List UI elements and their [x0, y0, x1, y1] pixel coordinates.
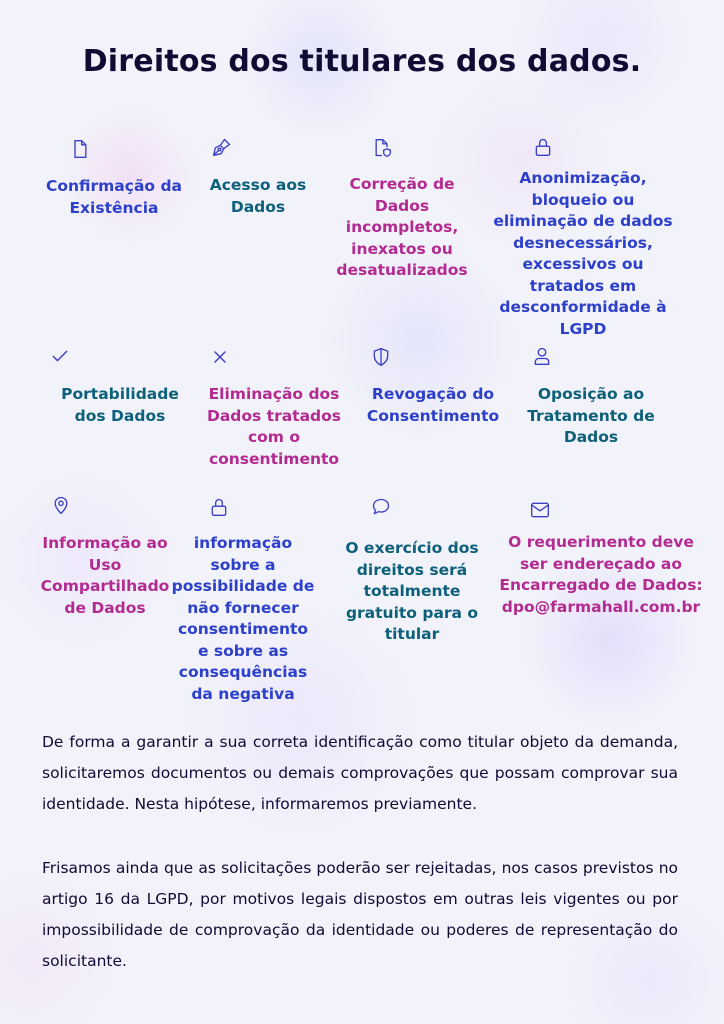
right-label: O requerimento deve ser endereçado ao Encarregado de Dados: dpo@farmahall.com.br: [499, 533, 703, 616]
user-icon: [532, 346, 552, 366]
map-pin-icon: [51, 495, 71, 515]
right-label: Eliminação dos Dados tratados com o consentimento: [206, 385, 342, 468]
right-label: Informação ao Uso Compartilhado de Dados: [40, 534, 170, 617]
paragraph-rejection: Frisamos ainda que as solicitações poderão ser rejeitadas, nos casos previstos no artigo 16 da LGPD, por motivos legais dispostos em outras leis vigentes ou por impossibilidade de comprovação da identidade ou poderes de representação do solicitante.: [42, 859, 678, 970]
right-label: Acesso aos Dados: [209, 176, 307, 216]
right-label: O exercício dos direitos será totalmente gratuito para o titular: [345, 539, 479, 643]
close-icon: [210, 347, 230, 367]
file-shield-icon: [372, 138, 392, 158]
lock-icon: [209, 497, 229, 517]
document-icon: [70, 139, 90, 159]
right-label: Revogação do Consentimento: [366, 385, 500, 425]
right-label: Correção de Dados incompletos, inexatos ou desatualizados: [336, 175, 468, 279]
right-label: Oposição ao Tratamento de Dados: [527, 385, 655, 446]
pen-tool-icon: [212, 137, 232, 157]
right-label: Confirmação da Existência: [45, 177, 183, 217]
shield-icon: [371, 347, 391, 367]
paragraph-identification: De forma a garantir a sua correta identificação como titular objeto da demanda, solicitaremos documentos ou demais comprovações que possam comprovar sua identidade. Nesta hipótese, informaremos previamente.: [42, 733, 678, 813]
right-label: Anonimização, bloqueio ou eliminação de dados desnecessários, excessivos ou tratados em desconformidade à LGPD: [493, 169, 673, 338]
chat-bubble-icon: [371, 497, 391, 517]
page-title: Direitos dos titulares dos dados.: [82, 44, 642, 79]
lock-icon: [533, 137, 553, 157]
check-icon: [50, 346, 70, 366]
right-label: informação sobre a possibilidade de não fornecer consentimento e sobre as consequências da negativa: [171, 534, 315, 703]
mail-icon: [530, 500, 550, 520]
right-label: Portabilidade dos Dados: [61, 385, 179, 425]
